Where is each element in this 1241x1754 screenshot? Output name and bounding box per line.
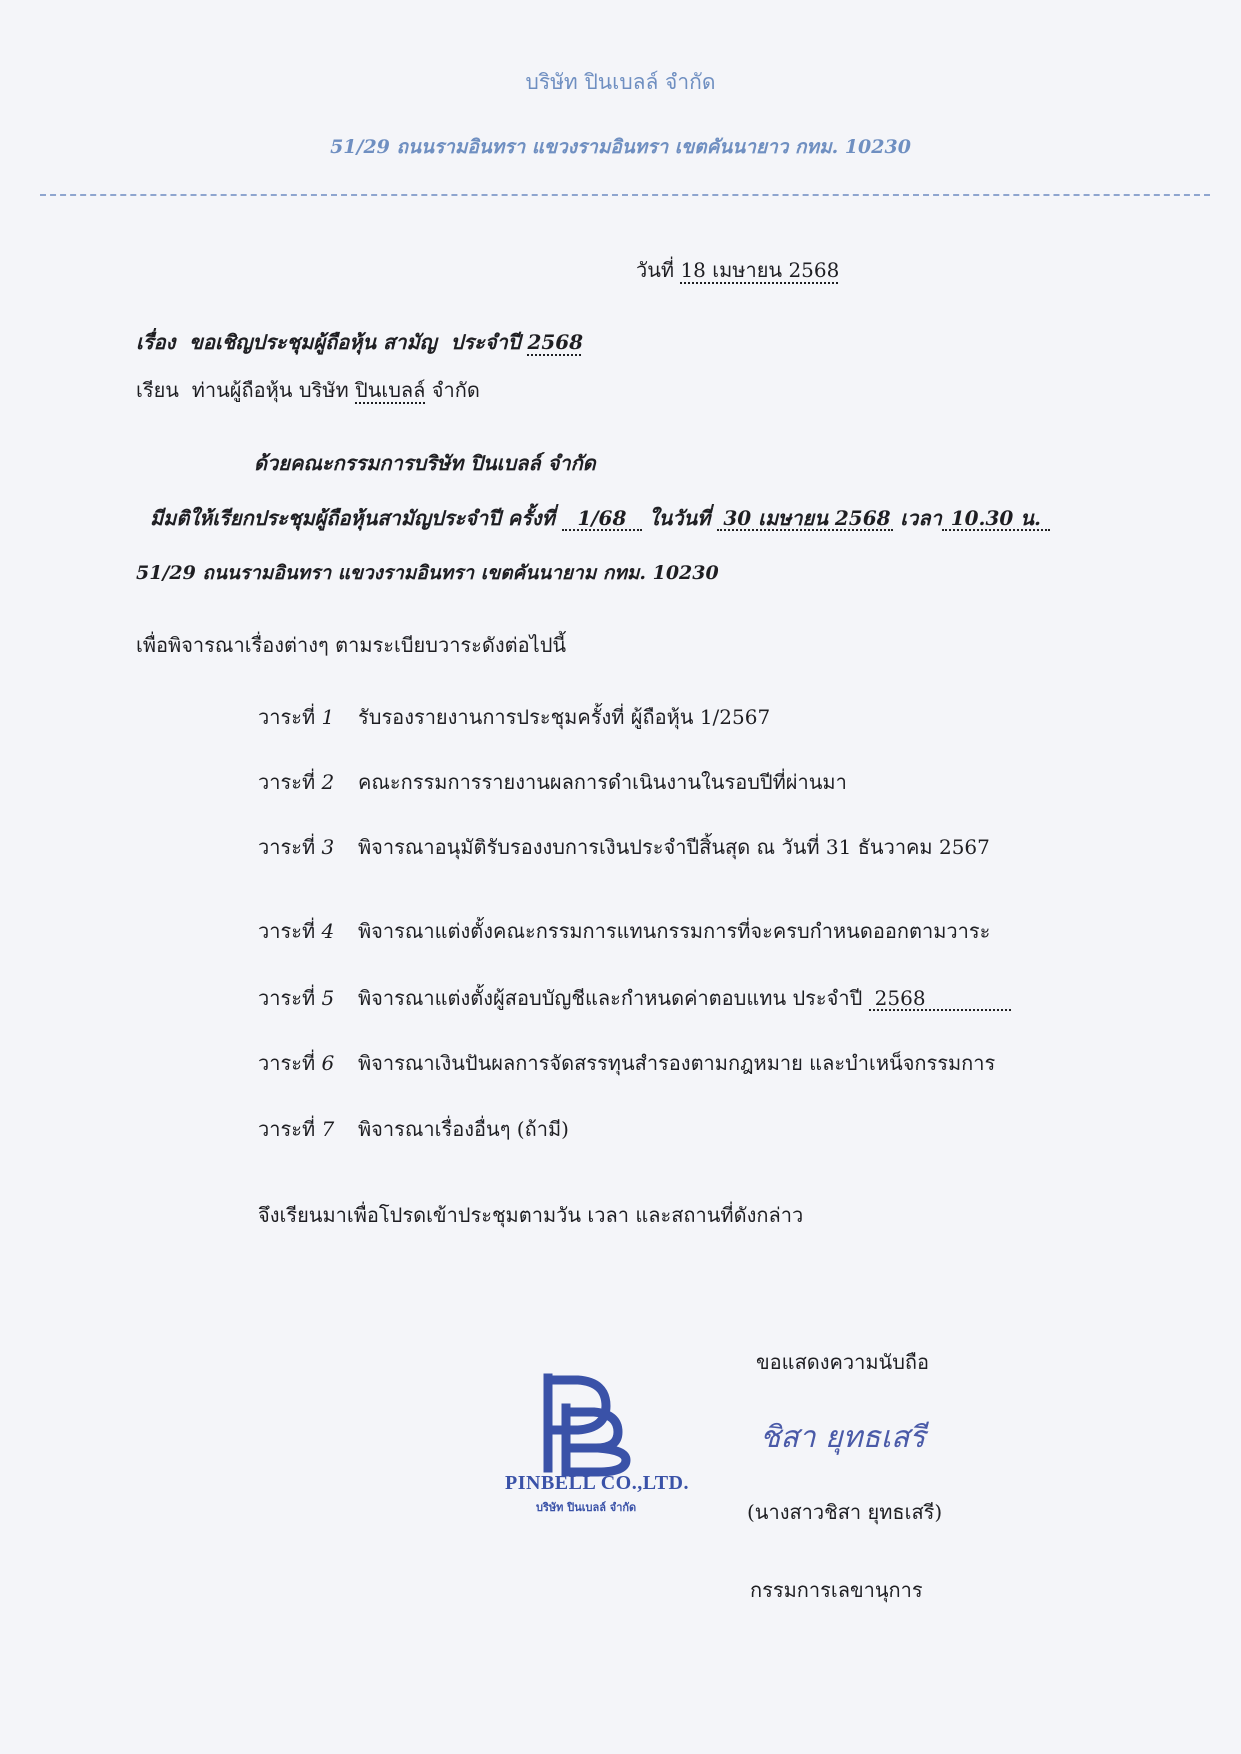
agenda-number: วาระที่ 7 [258, 1117, 335, 1141]
agenda-text: พิจารณาเรื่องอื่นๆ (ถ้ามี) [358, 1117, 569, 1141]
date-label: วันที่ [636, 258, 675, 282]
agenda-text: พิจารณาเงินปันผลการจัดสรรทุนสำรองตามกฎหมาย และบำเหน็จกรรมการ [358, 1051, 996, 1075]
agenda-item [258, 982, 1011, 1014]
body-line-1: ด้วยคณะกรรมการบริษัท ปินเบลล์ จำกัด [254, 451, 596, 475]
meeting-number: 1/68 [562, 508, 642, 531]
agenda-number: วาระที่ 1 [258, 705, 335, 729]
agenda-item [258, 701, 770, 733]
agenda-text: พิจารณาอนุมัติรับรองงบการเงินประจำปีสิ้นสุด ณ วันที่ 31 ธันวาคม 2567 [358, 835, 990, 859]
agenda-text: รับรองรายงานการประชุมครั้งที่ ผู้ถือหุ้น 1/2567 [358, 705, 771, 729]
agenda-text: คณะกรรมการรายงานผลการดำเนินงานในรอบปีที่ผ่านมา [358, 770, 847, 794]
letterhead-divider [40, 194, 1210, 196]
recipient-suffix: จำกัด [431, 378, 480, 402]
agenda-text: พิจารณาแต่งตั้งคณะกรรมการแทนกรรมการที่จะครบกำหนดออกตามวาระ [358, 919, 991, 943]
recipient-text: ท่านผู้ถือหุ้น บริษัท [191, 378, 349, 402]
meeting-date: 30 เมษายน 2568 [717, 508, 893, 531]
subject-text: ขอเชิญประชุมผู้ถือหุ้น สามัญ [189, 330, 437, 354]
company-name: บริษัท ปินเบลล์ จำกัด [525, 70, 716, 94]
agenda-item [258, 831, 990, 863]
date-value: 18 เมษายน 2568 [680, 258, 840, 282]
logo-company-thai: บริษัท ปินเบลล์ จำกัด [536, 1501, 637, 1514]
agenda-year: 2568 [869, 988, 1011, 1011]
letterhead-address: 51/29 ถนนรามอินทรา แขวงรามอินทรา เขตคันนายาว กทม. 10230 [330, 136, 911, 158]
meeting-time: 10.30 น. [942, 508, 1050, 531]
logo-company-name: PINBELL CO.,LTD. [505, 1472, 689, 1494]
pb-monogram-icon [508, 1368, 688, 1478]
agenda-intro: เพื่อพิจารณาเรื่องต่างๆ ตามระเบียบวาระดังต่อไปนี้ [136, 633, 567, 657]
agenda-text: พิจารณาแต่งตั้งผู้สอบบัญชีและกำหนดค่าตอบแทน ประจำปี [358, 986, 863, 1010]
meeting-prefix: มีมติให้เรียกประชุมผู้ถือหุ้นสามัญประจำปี ครั้งที่ [150, 506, 555, 530]
meeting-time-label: เวลา [900, 506, 942, 530]
agenda-item [258, 1047, 995, 1079]
body-line-2 [150, 502, 1050, 534]
agenda-item [258, 915, 990, 947]
agenda-number: วาระที่ 4 [258, 919, 335, 943]
subject-year: 2568 [527, 330, 584, 354]
handwritten-signature: ชิสา ยุทธเสรี [760, 1420, 926, 1455]
agenda-item [258, 766, 847, 798]
regards-text: ขอแสดงความนับถือ [756, 1350, 930, 1374]
agenda-number: วาระที่ 6 [258, 1051, 335, 1075]
signatory-position: กรรมการเลขานุการ [750, 1578, 923, 1602]
company-logo [508, 1368, 688, 1518]
closing-text: จึงเรียนมาเพื่อโปรดเข้าประชุมตามวัน เวลา และสถานที่ดังกล่าว [258, 1203, 804, 1227]
subject-year-label: ประจำปี [450, 330, 521, 354]
recipient-label: เรียน [136, 378, 179, 402]
agenda-number: วาระที่ 5 [258, 986, 335, 1010]
date-line [636, 254, 839, 286]
agenda-number: วาระที่ 2 [258, 770, 335, 794]
signatory-name: (นางสาวชิสา ยุทธเสรี) [747, 1500, 943, 1524]
subject-label: เรื่อง [136, 330, 176, 354]
meeting-date-label: ในวันที่ [648, 506, 711, 530]
agenda-number: วาระที่ 3 [258, 835, 335, 859]
recipient-company: ปินเบลล์ [355, 378, 426, 402]
agenda-item [258, 1113, 569, 1145]
meeting-location: 51/29 ถนนรามอินทรา แขวงรามอินทรา เขตคันนายาม กทม. 10230 [136, 562, 719, 584]
subject-line [136, 326, 583, 358]
recipient-line [136, 374, 480, 406]
